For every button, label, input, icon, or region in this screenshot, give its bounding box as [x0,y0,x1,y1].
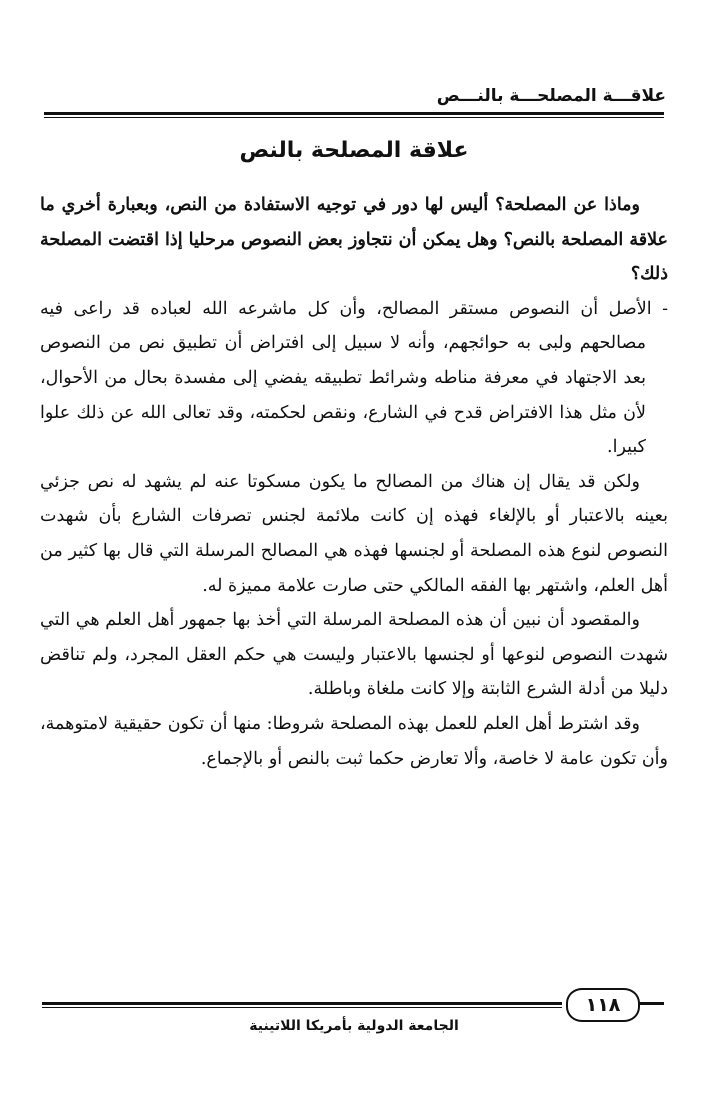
body-paragraph: والمقصود أن نبين أن هذه المصلحة المرسلة التي أخذ بها جمهور أهل العلم هي التي شهدت النصوص لنوعها أو لجنسها بالاعتبار وليست هي حكم العقل المجرد، ولم تناقض دليلا من أدلة الشرع الثابتة وإلا كانت ملغاة وباطلة. [40,610,668,700]
body-paragraph: وقد اشترط أهل العلم للعمل بهذه المصلحة شروطا: منها أن تكون حقيقية لامتوهمة، وأن تكون عامة لا خاصة، وألا تعارض حكما ثبت بالنص أو بالإجماع. [40,713,668,769]
page-number: ١١٨ [566,988,640,1022]
body-text [40,188,668,776]
footer-rule-thin [42,1007,562,1008]
footer-rule-right [638,1002,664,1005]
body-paragraph: ولكن قد يقال إن هناك من المصالح ما يكون مسكوتا عنه لم يشهد له نص جزئي بعينه بالاعتبار أو بالإلغاء فهذه إن كانت ملائمة لجنس تصرفات الشارع بأن شهدت النصوص لنوع هذه المصلحة أو لجنسها فهذه هي المصالح المرسلة التي قال بها كثير من أهل العلم، واشتهر بها الفقه المالكي حتى صارت علامة مميزة له. [40,471,668,596]
answer-paragraph: - الأصل أن النصوص مستقر المصالح، وأن كل ماشرعه الله لعباده قد راعى فيه مصالحهم ولبى به حوائجهم، وأنه لا سبيل إلى افتراض أن تطبيق نص من النصوص بعد الاجتهاد في معرفة مناطه وشرائط تطبيقه يفضي إلى مفسدة بحال من الأحوال، لأن مثل هذا الافتراض قدح في الشارع، ونقص لحكمته، وقد تعالى الله عن ذلك علوا كبيرا. [40,298,668,458]
running-header-title: علاقـــة المصلحـــة بالنـــص [436,86,666,106]
header-rule-thick [44,112,664,115]
question-paragraph: وماذا عن المصلحة؟ أليس لها دور في توجيه الاستفادة من النص، وبعبارة أخري ما علاقة المصلحة بالنص؟ وهل يمكن أن نتجاوز بعض النصوص مرحليا إذا اقتضت المصلحة ذلك؟ [40,195,668,285]
footer-rule-thick [42,1002,562,1005]
footer-caption: الجامعة الدولية بأمريكا اللاتينية [249,1018,459,1034]
chapter-title: علاقة المصلحة بالنص [239,138,469,163]
header-rule-thin [44,117,664,118]
